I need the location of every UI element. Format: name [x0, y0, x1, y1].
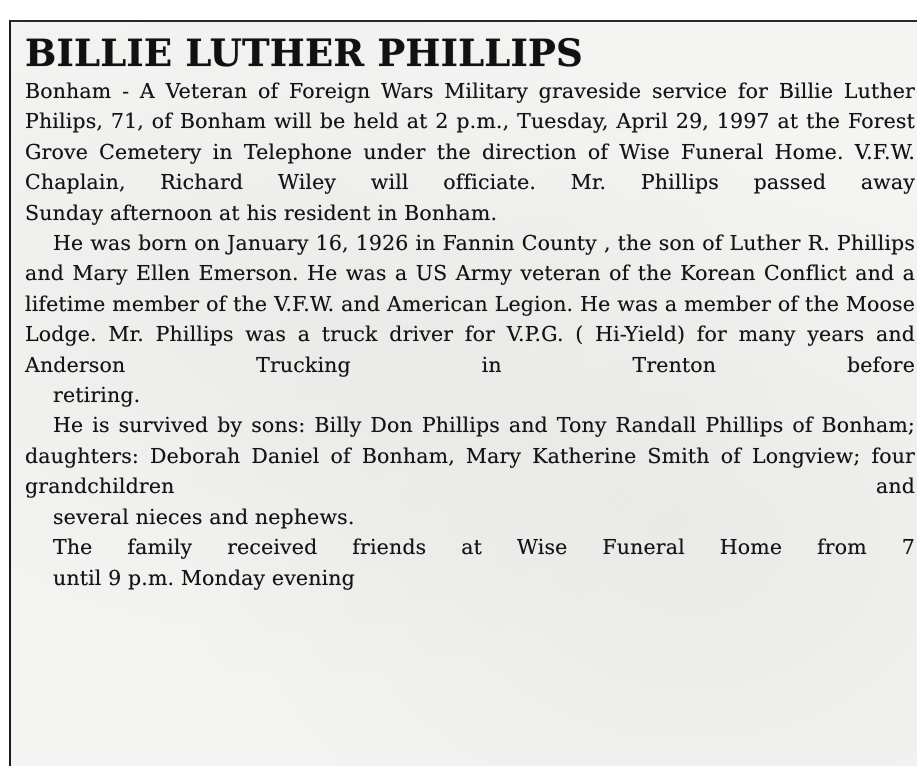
paragraph-visitation-body: The family received friends at Wise Funeral Home from 7 — [53, 535, 915, 560]
paragraph-service — [25, 76, 915, 228]
paragraph-visitation — [25, 532, 915, 593]
obituary-article — [25, 30, 915, 593]
paragraph-biography-body: He was born on January 16, 1926 in Fannin County , the son of Luther R. Phillips and Mary Ellen Emerson. He was a US Army veteran of the Korean Conflict and a lifetime member of the V.F.W. and American Legion. He was a member of the Moose Lodge. Mr. Phillips was a truck driver for V.P.G. ( Hi-Yield) for many years and Anderson Trucking in Trenton before — [25, 231, 915, 377]
paragraph-biography — [25, 228, 915, 410]
paragraph-biography-last-line: retiring. — [53, 383, 141, 408]
paragraph-survivors — [25, 410, 915, 532]
paragraph-survivors-last-line: several nieces and nephews. — [53, 504, 355, 529]
paragraph-survivors-body: He is survived by sons: Billy Don Phillips and Tony Randall Phillips of Bonham; daughters: Deborah Daniel of Bonham, Mary Katherine Smith of Longview; four grandchildren and — [25, 413, 915, 499]
paragraph-service-body: Bonham - A Veteran of Foreign Wars Military graveside service for Billie Luther Philips, 71, of Bonham will be held at 2 p.m., Tuesday, April 29, 1997 at the Forest Grove Cemetery in Telephone under the direction of Wise Funeral Home. V.F.W. Chaplain, Richard Wiley will officiate. Mr. Phillips passed away — [25, 79, 915, 195]
newspaper-clipping — [9, 20, 917, 766]
paragraph-visitation-last-line: until 9 p.m. Monday evening — [53, 565, 355, 590]
paragraph-service-last-line: Sunday afternoon at his resident in Bonham. — [25, 200, 498, 225]
headline: BILLIE LUTHER PHILLIPS — [25, 31, 583, 75]
